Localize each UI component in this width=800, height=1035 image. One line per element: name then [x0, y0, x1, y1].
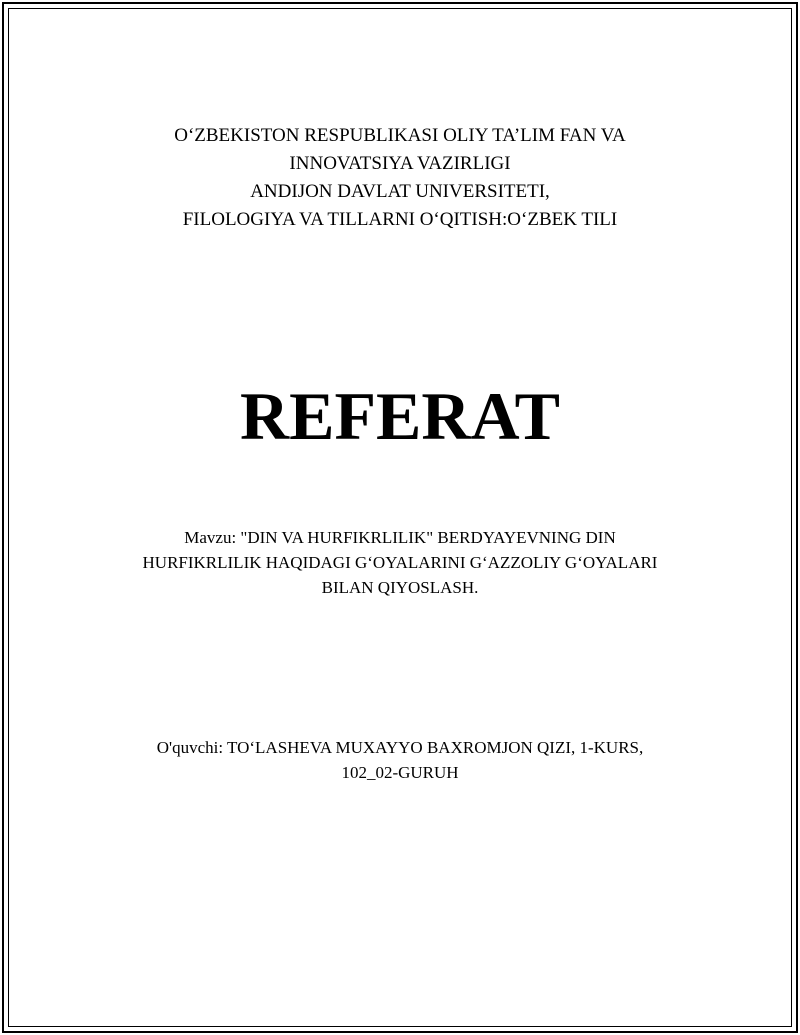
document-title: REFERAT [240, 378, 560, 454]
ministry-line-1: O‘ZBEKISTON RESPUBLIKASI OLIY TA’LIM FAN VA [174, 125, 626, 146]
institution-header [0, 122, 800, 234]
student-group-line: 102_02-GURUH [341, 763, 459, 782]
student-block [0, 735, 800, 785]
topic-line-3: BILAN QIYOSLASH. [321, 578, 479, 597]
ministry-line-2: INNOVATSIYA VAZIRLIGI [289, 153, 511, 174]
university-name: ANDIJON DAVLAT UNIVERSITETI, [250, 181, 550, 202]
topic-line-1: Mavzu: "DIN VA HURFIKRLILIK" BERDYAYEVNING DIN [184, 528, 616, 547]
topic-line-2: HURFIKRLILIK HAQIDAGI G‘OYALARINI G‘AZZOLIY G‘OYALARI [142, 553, 658, 572]
topic-block [0, 525, 800, 600]
student-name-line: O'quvchi: TO‘LASHEVA MUXAYYO BAXROMJON QIZI, 1-KURS, [156, 738, 644, 757]
faculty-name: FILOLOGIYA VA TILLARNI O‘QITISH:O‘ZBEK TILI [182, 209, 618, 230]
